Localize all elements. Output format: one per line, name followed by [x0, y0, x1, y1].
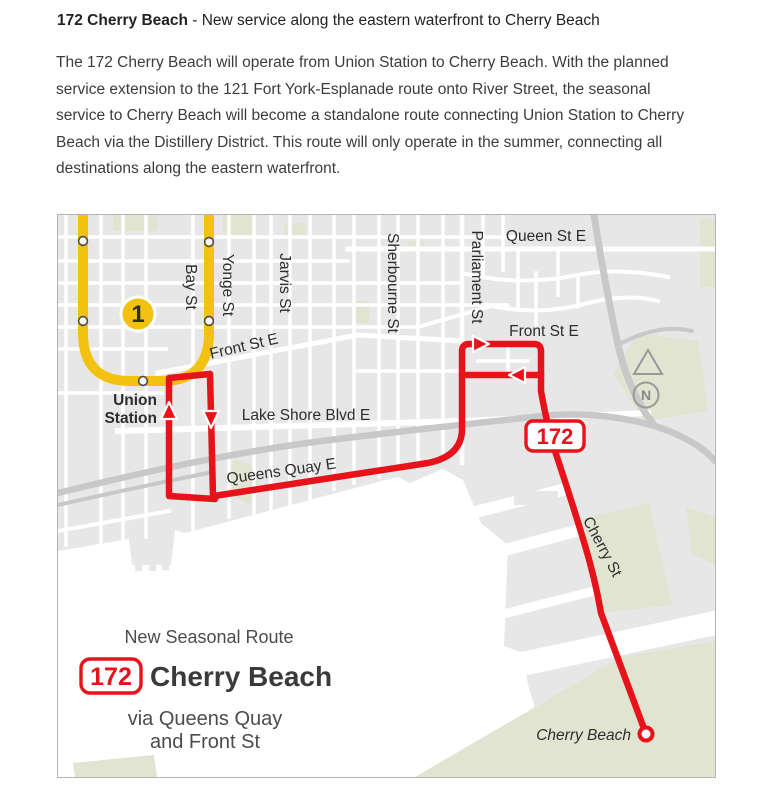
legend-route-name: Cherry Beach: [150, 661, 333, 692]
page-title: [57, 11, 717, 31]
legend-title: New Seasonal Route: [124, 627, 294, 647]
label-union-station-2: Station: [104, 410, 157, 427]
route-title: 172 Cherry Beach: [57, 12, 188, 29]
label-yonge-st: Yonge St: [219, 253, 236, 317]
label-cherry-beach-terminus: Cherry Beach: [536, 727, 631, 744]
label-parliament-st: Parliament St: [468, 230, 485, 324]
label-sherbourne-st: Sherbourne St: [384, 233, 401, 333]
label-front-st-e-east: Front St E: [509, 323, 579, 340]
route-map: [57, 214, 716, 778]
route-map-canvas: [58, 215, 715, 777]
subway-line1-number: 1: [131, 301, 145, 328]
label-lake-shore: Lake Shore Blvd E: [241, 407, 371, 424]
dock-detail: [162, 564, 169, 570]
dock-detail: [135, 564, 142, 571]
dock-detail: [149, 564, 156, 571]
route-title-subtext: - New service along the eastern waterfront to Cherry Beach: [187, 12, 600, 29]
route-terminus-marker: [640, 728, 653, 741]
label-union-station-1: Union: [113, 392, 157, 409]
label-jarvis-st: Jarvis St: [276, 253, 293, 313]
north-letter: N: [640, 387, 652, 403]
route-172-badge-map-number: 172: [536, 424, 574, 449]
label-bay-st: Bay St: [182, 264, 199, 310]
label-queens-quay: Queens Quay E: [225, 455, 338, 488]
label-front-st-e-west: Front St E: [208, 330, 280, 363]
legend-via-line1: via Queens Quay: [127, 708, 283, 730]
label-queen-st-e: Queen St E: [505, 228, 587, 245]
legend-via-line2: and Front St: [149, 731, 261, 753]
route-description: The 172 Cherry Beach will operate from Union Station to Cherry Beach. With the planned service extension to the 121 Fort York-Esplanade route onto River Street, the seasonal service to Cherry Beach will become a standalone route connecting Union Station to Cherry Beach via the Distillery District. This route will only operate in the summer, connecting all destinations along the eastern waterfront.: [56, 54, 685, 178]
route-172-badge-legend-number: 172: [90, 663, 132, 691]
label-cherry-st: Cherry St: [579, 513, 625, 580]
